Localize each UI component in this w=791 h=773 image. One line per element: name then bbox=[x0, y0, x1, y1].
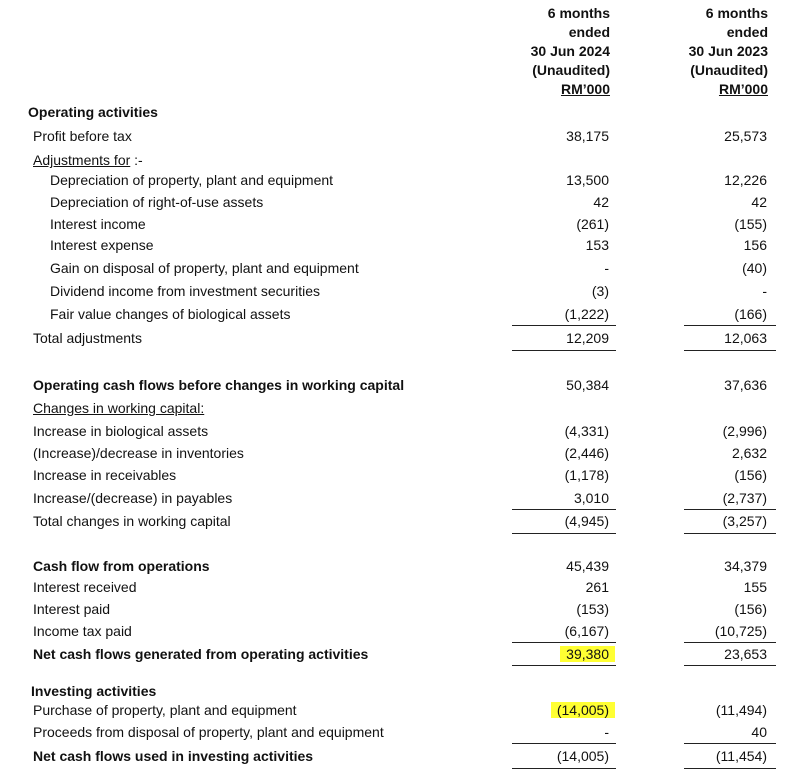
rule-line bbox=[512, 768, 616, 769]
value-2023: (11,494) bbox=[715, 702, 767, 718]
highlight-mark: (14,005) bbox=[551, 702, 615, 718]
unit-label: RM’000 bbox=[718, 81, 768, 97]
row-label: Depreciation of property, plant and equipment bbox=[50, 172, 334, 188]
value-2023: (156) bbox=[734, 467, 767, 483]
row-label: Increase/(decrease) in payables bbox=[33, 490, 233, 506]
subheading-adjustments bbox=[0, 150, 791, 170]
subheading-changes-wc bbox=[0, 398, 791, 418]
rule-line bbox=[684, 642, 776, 643]
highlight-mark: 39,380 bbox=[560, 646, 615, 662]
row-label: Net cash flows used in investing activities bbox=[33, 748, 314, 764]
value-2023: 23,653 bbox=[724, 646, 767, 662]
row-profit-before-tax bbox=[0, 126, 791, 146]
row-label: Purchase of property, plant and equipment bbox=[33, 702, 297, 718]
row-payables bbox=[0, 488, 791, 508]
header-line: 6 months bbox=[547, 5, 610, 21]
value-2024: (153) bbox=[576, 601, 609, 617]
value-2024: (1,222) bbox=[564, 306, 609, 322]
value-2023: (2,737) bbox=[722, 490, 767, 506]
value-2024: - bbox=[604, 724, 609, 740]
row-interest-income bbox=[0, 214, 791, 234]
header-line: 30 Jun 2024 bbox=[530, 43, 610, 59]
header-line: 6 months bbox=[705, 5, 768, 21]
row-label: Interest paid bbox=[33, 601, 111, 617]
row-label: Profit before tax bbox=[33, 128, 132, 144]
value-2024: (1,178) bbox=[564, 467, 609, 483]
row-label: Proceeds from disposal of property, plant and equipment bbox=[33, 724, 384, 740]
header-line: ended bbox=[726, 24, 768, 40]
value-2023: 34,379 bbox=[724, 558, 767, 574]
value-2023: (155) bbox=[734, 216, 767, 232]
value-2024: 13,500 bbox=[566, 172, 609, 188]
value-2023: 25,573 bbox=[724, 128, 767, 144]
row-inventories bbox=[0, 443, 791, 463]
value-2023: 42 bbox=[751, 194, 767, 210]
row-label: Increase in biological assets bbox=[33, 423, 209, 439]
rule-line bbox=[684, 509, 776, 510]
row-interest-received bbox=[0, 577, 791, 597]
value-2024: (2,446) bbox=[564, 445, 609, 461]
rule-line bbox=[512, 743, 616, 744]
row-label: (Increase)/decrease in inventories bbox=[33, 445, 244, 461]
row-label: Cash flow from operations bbox=[33, 558, 210, 574]
rule-line bbox=[512, 509, 616, 510]
value-2023: 37,636 bbox=[724, 377, 767, 393]
row-label: Net cash flows generated from operating activities bbox=[33, 646, 369, 662]
row-label: Interest expense bbox=[50, 237, 154, 253]
subheading-label: Changes in working capital: bbox=[33, 400, 205, 416]
row-label: Income tax paid bbox=[33, 623, 132, 639]
row-label: Operating cash flows before changes in working capital bbox=[33, 377, 405, 393]
row-receivables bbox=[0, 465, 791, 485]
value-2023: 155 bbox=[743, 579, 767, 595]
header-line: 30 Jun 2023 bbox=[688, 43, 768, 59]
value-2024-highlighted bbox=[551, 700, 615, 720]
row-total-adjustments bbox=[0, 328, 791, 348]
row-label: Gain on disposal of property, plant and equipment bbox=[50, 260, 359, 276]
rule-line bbox=[512, 325, 616, 326]
row-dividend-income bbox=[0, 281, 791, 301]
header-line: (Unaudited) bbox=[532, 62, 610, 78]
row-label: Total changes in working capital bbox=[33, 513, 231, 529]
rule-line bbox=[684, 350, 776, 351]
row-label: Interest received bbox=[33, 579, 137, 595]
unit-label: RM’000 bbox=[560, 81, 610, 97]
row-income-tax-paid bbox=[0, 621, 791, 641]
value-2024: (4,945) bbox=[564, 513, 609, 529]
row-net-cash-investing bbox=[0, 746, 791, 766]
value-2024: 12,209 bbox=[566, 330, 609, 346]
rule-line bbox=[684, 325, 776, 326]
row-label: Depreciation of right-of-use assets bbox=[50, 194, 264, 210]
rule-line bbox=[512, 665, 616, 666]
row-cash-from-ops bbox=[0, 556, 791, 576]
rule-line bbox=[684, 768, 776, 769]
row-label: Total adjustments bbox=[33, 330, 142, 346]
row-net-cash-operating bbox=[0, 644, 791, 664]
header-line: (Unaudited) bbox=[690, 62, 768, 78]
row-label: Interest income bbox=[50, 216, 146, 232]
row-interest-expense bbox=[0, 235, 791, 255]
row-increase-bio bbox=[0, 421, 791, 441]
value-2023: (3,257) bbox=[722, 513, 767, 529]
value-2023: 156 bbox=[743, 237, 767, 253]
value-2024: 3,010 bbox=[573, 490, 609, 506]
row-fair-value-bio bbox=[0, 304, 791, 324]
section-title: Investing activities bbox=[31, 683, 157, 699]
rule-line bbox=[684, 743, 776, 744]
value-2024: (6,167) bbox=[564, 623, 609, 639]
subheading-label: Adjustments for :- bbox=[33, 152, 143, 168]
column-header-2023 bbox=[638, 4, 768, 99]
value-2024: 50,384 bbox=[566, 377, 609, 393]
section-heading-operating bbox=[0, 102, 791, 122]
row-gain-disposal bbox=[0, 258, 791, 278]
value-2024: (4,331) bbox=[564, 423, 609, 439]
row-proceeds-disposal bbox=[0, 722, 791, 742]
rule-line bbox=[512, 350, 616, 351]
row-purchase-ppe bbox=[0, 700, 791, 720]
value-2023: (40) bbox=[742, 260, 767, 276]
value-2023: 40 bbox=[751, 724, 767, 740]
value-2023: (10,725) bbox=[714, 623, 767, 639]
section-title: Operating activities bbox=[28, 104, 158, 120]
rule-line bbox=[684, 533, 776, 534]
rule-line bbox=[512, 642, 616, 643]
rule-line bbox=[684, 665, 776, 666]
value-2023: 12,063 bbox=[724, 330, 767, 346]
value-2024: 45,439 bbox=[566, 558, 609, 574]
row-depreciation-ppe bbox=[0, 170, 791, 190]
value-2023: (2,996) bbox=[722, 423, 767, 439]
value-2023: (156) bbox=[734, 601, 767, 617]
row-depreciation-rou bbox=[0, 192, 791, 212]
value-2024: 42 bbox=[593, 194, 609, 210]
value-2024: 261 bbox=[585, 579, 609, 595]
value-2023: (166) bbox=[734, 306, 767, 322]
row-op-cash-before-wc bbox=[0, 375, 791, 395]
row-label: Fair value changes of biological assets bbox=[50, 306, 291, 322]
row-total-wc bbox=[0, 511, 791, 531]
value-2024: - bbox=[604, 260, 609, 276]
value-2024: 38,175 bbox=[566, 128, 609, 144]
section-heading-investing bbox=[0, 681, 791, 701]
header-line: ended bbox=[568, 24, 610, 40]
row-label: Increase in receivables bbox=[33, 467, 177, 483]
value-2024: (14,005) bbox=[556, 748, 609, 764]
value-2024: 153 bbox=[585, 237, 609, 253]
value-2024-highlighted bbox=[560, 644, 615, 664]
rule-line bbox=[512, 533, 616, 534]
value-2023: 12,226 bbox=[724, 172, 767, 188]
value-2024: (3) bbox=[591, 283, 609, 299]
value-2023: 2,632 bbox=[731, 445, 767, 461]
row-label: Dividend income from investment securities bbox=[50, 283, 320, 299]
column-header-2024 bbox=[480, 4, 610, 99]
value-2023: - bbox=[762, 283, 767, 299]
row-interest-paid bbox=[0, 599, 791, 619]
value-2023: (11,454) bbox=[715, 748, 767, 764]
value-2024: (261) bbox=[576, 216, 609, 232]
